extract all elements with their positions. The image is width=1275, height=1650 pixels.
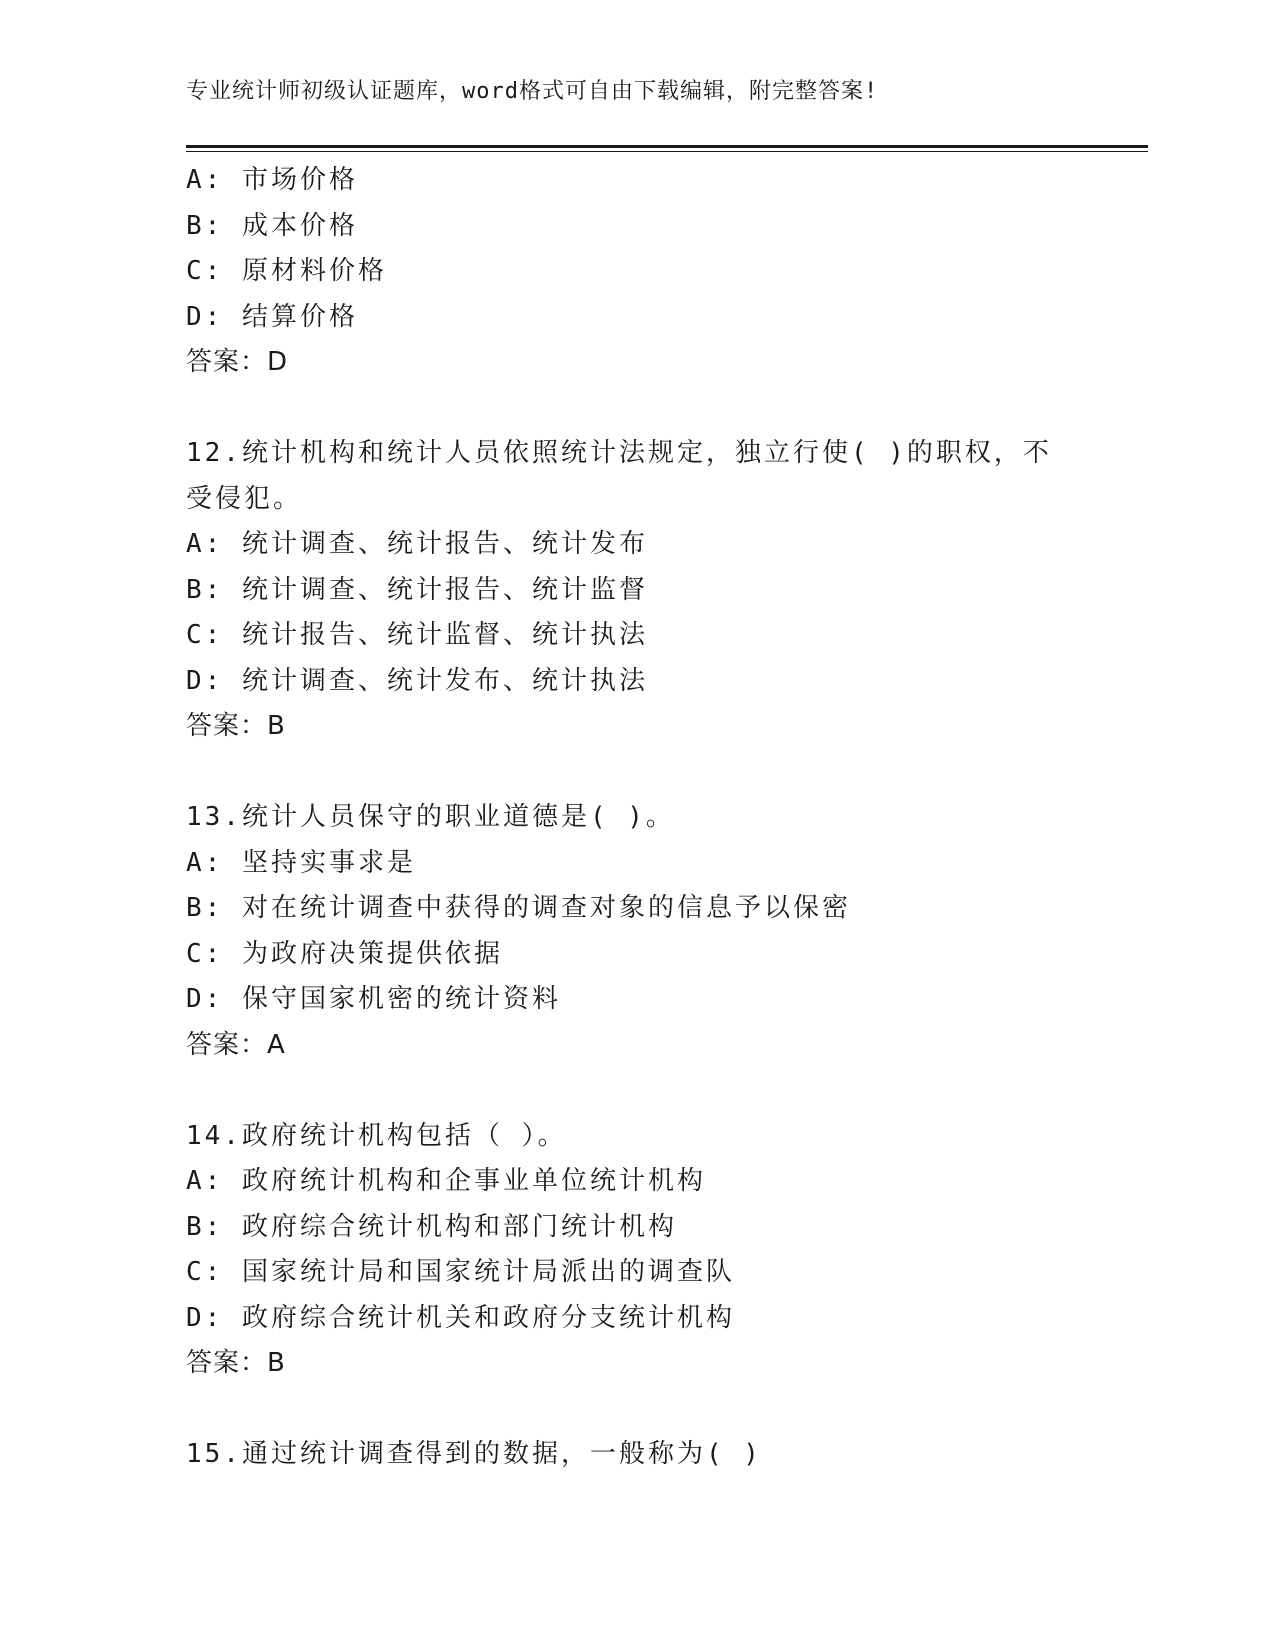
option-c: C: 为政府决策提供依据 [186,938,503,969]
question-block [186,1432,1086,1478]
answer-line: 答案：A [186,1029,286,1060]
option-b: B: 成本价格 [186,210,358,241]
answer-line: 答案：B [186,711,286,741]
question-block [186,795,1086,1068]
block-spacer [186,386,1086,432]
option-a: A: 坚持实事求是 [186,847,416,878]
question-block [186,431,1086,750]
option-b: B: 政府综合统计机构和部门统计机构 [186,1211,677,1242]
option-c: C: 国家统计局和国家统计局派出的调查队 [186,1257,735,1287]
option-b: B: 统计调查、统计报告、统计监督 [186,574,648,605]
option-c: C: 统计报告、统计监督、统计执法 [186,620,648,650]
question-block [186,1114,1086,1387]
option-a: A: 政府统计机构和企事业单位统计机构 [186,1166,706,1196]
option-d: D: 政府综合统计机关和政府分支统计机构 [186,1302,735,1333]
question-list [186,158,1086,1478]
block-spacer [186,750,1086,796]
answer-line: 答案：D [186,347,289,377]
option-b: B: 对在统计调查中获得的调查对象的信息予以保密 [186,893,851,923]
page-header: 专业统计师初级认证题库，word格式可自由下载编辑，附完整答案! [186,79,879,104]
header-rule-thin [186,151,1148,152]
question-text: 14.政府统计机构包括（ ）。 [186,1120,567,1151]
question-text: 13.统计人员保守的职业道德是( )。 [186,802,675,832]
option-d: D: 结算价格 [186,301,358,332]
option-d: D: 统计调查、统计发布、统计执法 [186,665,648,696]
answer-line: 答案：B [186,1348,286,1378]
question-text: 12.统计机构和统计人员依照统计法规定，独立行使( )的职权，不 [186,438,1052,468]
block-spacer [186,1387,1086,1433]
header-rule-thick [186,145,1148,148]
option-a: A: 统计调查、统计报告、统计发布 [186,529,648,559]
option-d: D: 保守国家机密的统计资料 [186,984,561,1014]
question-text: 受侵犯。 [186,483,303,514]
question-text: 15.通过统计调查得到的数据，一般称为( ) [186,1439,762,1469]
block-spacer [186,1068,1086,1114]
option-a: A: 市场价格 [186,165,358,195]
option-c: C: 原材料价格 [186,256,387,286]
question-block [186,158,1086,386]
